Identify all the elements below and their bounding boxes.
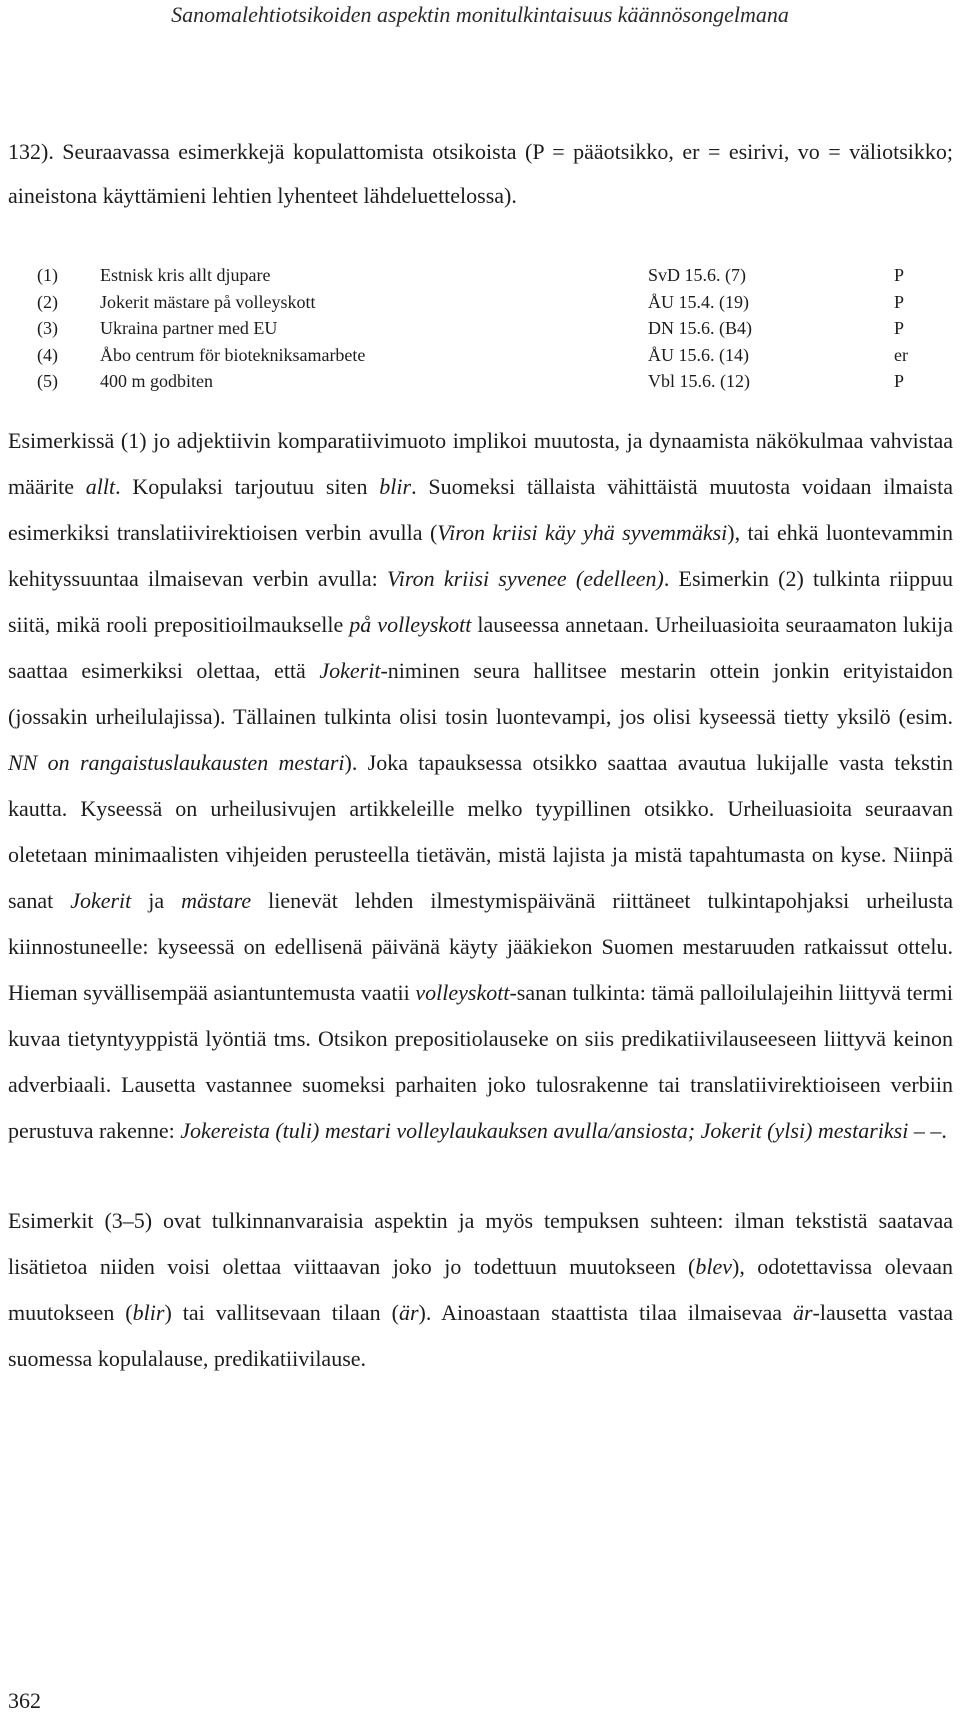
example-type: P [894,265,905,285]
examples-list [8,262,953,395]
italic-run: är [398,1300,419,1325]
example-row [8,289,953,316]
example-type: er [894,344,908,365]
page-number: 362 [8,1688,41,1713]
text-run: ), odotettavissa olevaan muutokseen ( [8,1254,953,1325]
example-type: P [894,371,905,391]
italic-run: allt [85,474,116,499]
running-title: Sanomalehtiotsikoiden aspektin monitulkintaisuus käännösongelmana [171,2,789,27]
example-row [8,368,953,395]
example-source: DN 15.6. (B4) [648,318,752,338]
text-run: ). Joka tapauksessa otsikko saattaa avautua lukijalle vasta tekstin kautta. Kyseessä on urheilusivujen artikkeleille melko tyypillinen otsikko. Urheiluasioita seuraavan oletetaan minimaalisten vihjeiden perusteella tietävän, mistä lajista ja mistä tapahtumasta on kyse. Niinpä sanat [8,750,953,913]
italic-run: blir [379,474,412,499]
intro-paragraph: 132). Seuraavassa esimerkkejä kopulattomista otsikoista (P = pääotsikko, er = esirivi, vo = väliotsikko; aineistona käyttämieni lehtien lyhenteet lähdeluettelossa). [8,139,953,208]
example-source: SvD 15.6. (7) [648,265,746,285]
example-number: (1) [37,265,58,285]
text-run: lienevät lehden ilmestymispäivänä riittäneet tulkintapohjaksi urheilusta kiinnostuneelle: kyseessä on edellisenä päivänä käyty jääkiekon Suomen mestaruuden ratkaissut ottelu. Hieman syvällisempää asiantuntemusta vaatii [8,888,953,1005]
text-run: lauseessa annetaan. Urheiluasioita seuraamaton lukija saattaa esimerkiksi olettaa, että [8,612,953,683]
example-row [8,342,953,369]
body-text [8,418,953,1382]
example-number: (4) [37,344,58,365]
text-run: -niminen seura hallitsee mestarin ottein jonkin erityistaidon (jossakin urheilulajissa). Tällainen tulkinta olisi tosin luontevampi, jos olisi kyseessä tietty yksilö (esim. [8,658,953,729]
text-run: ja [131,888,182,913]
italic-run: på volleyskott [349,612,472,637]
italic-run: Jokereista (tuli) mestari volleylaukauksen avulla/ansiosta; Jokerit (ylsi) mestariksi – – [180,1118,942,1143]
italic-run: mästare [181,888,252,913]
example-headline: Ukraina partner med EU [100,318,278,338]
italic-run: Jokerit [319,658,381,683]
example-headline: 400 m godbiten [100,371,213,391]
example-headline: Jokerit mästare på volleyskott [100,291,316,312]
text-run: -lausetta vastaa suomessa kopulalause, predikatiivilause. [8,1300,954,1371]
example-source: ÅU 15.4. (19) [648,291,749,312]
text-run: . Kopulaksi tarjoutuu siten [115,474,380,499]
example-number: (5) [37,371,58,391]
example-number: (3) [37,318,58,338]
paragraph-analysis-3-5 [8,1198,953,1382]
example-headline: Estnisk kris allt djupare [100,265,271,285]
text-run: Esimerkit (3–5) ovat tulkinnanvaraisia aspektin ja myös tempuksen suhteen: ilman tekstistä saatavaa lisätietoa niiden voisi olettaa viittaavan joko jo todettuun muutokseen ( [8,1208,953,1279]
text-run: -sanan tulkinta: tämä palloilulajeihin liittyvä termi kuvaa tietyntyyppistä lyöntiä tms. Otsikon prepositiolauseke on siis predikatiivilauseeseen liittyvä keinon adverbiaali. Lausetta vastannee suomeksi parhaiten joko tulosrakenne tai translatiivirektioiseen verbiin perustuva rakenne: [8,980,953,1143]
text-run: Esimerkissä (1) jo adjektiivin komparatiivimuoto implikoi muutosta, ja dynaamista näkökulmaa vahvistaa määrite [8,428,953,499]
example-source: Vbl 15.6. (12) [648,371,750,391]
italic-run: är [792,1300,813,1325]
italic-run: volleyskott [415,980,510,1005]
paragraph-analysis-1-2 [8,418,953,1154]
text-run: . Suomeksi tällaista vähittäistä muutosta voidaan ilmaista esimerkiksi translatiivirektioisen verbin avulla ( [8,474,953,545]
italic-run: blev [695,1254,733,1279]
text-run: ) tai vallitsevaan tilaan ( [164,1300,399,1325]
example-row [8,262,953,289]
text-run: . Esimerkin (2) tulkinta riippuu siitä, mikä rooli prepositioilmaukselle [8,566,953,637]
text-run: ). Ainoastaan staattista tilaa ilmaisevaa [418,1300,793,1325]
example-type: P [894,291,905,312]
italic-run: Viron kriisi syvenee (edelleen) [386,566,664,591]
italic-run: Viron kriisi käy yhä syvemmäksi [437,520,728,545]
italic-run: NN on rangaistuslaukausten mestari [8,750,345,775]
text-run: ), tai ehkä luontevammin kehityssuuntaa ilmaisevan verbin avulla: [8,520,953,591]
example-number: (2) [37,291,58,312]
example-headline: Åbo centrum för biotekniksamarbete [100,344,366,365]
example-source: ÅU 15.6. (14) [648,344,749,365]
italic-run: Jokerit [70,888,132,913]
example-row [8,315,953,342]
example-type: P [894,318,905,338]
italic-run: blir [132,1300,165,1325]
text-run: . [941,1118,947,1143]
